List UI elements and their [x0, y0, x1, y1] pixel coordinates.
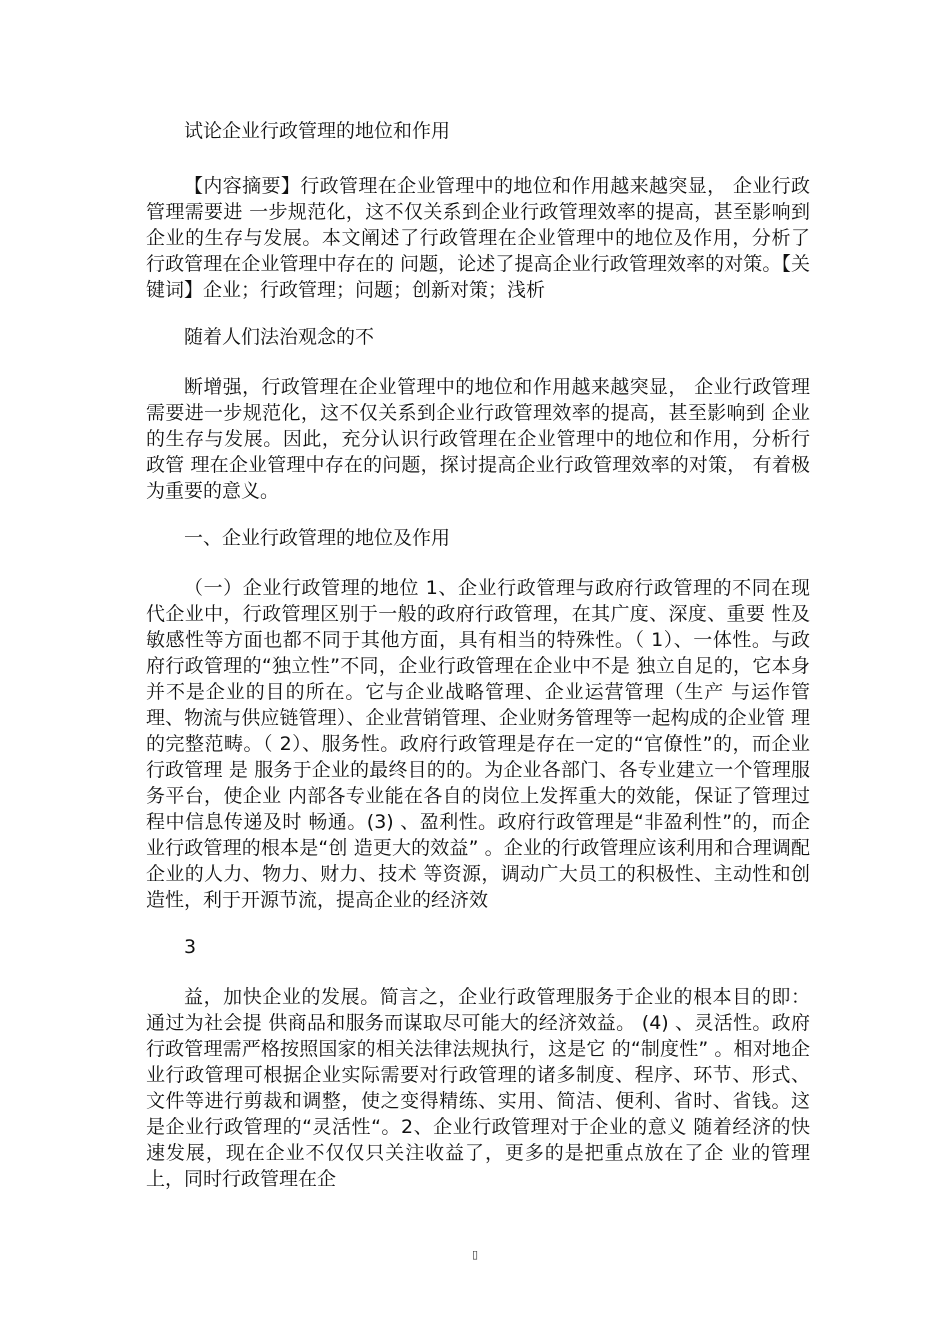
body-paragraph: （一）企业行政管理的地位 1、企业行政管理与政府行政管理的不同在现代企业中，行政管理区别于一般的政府行政管理，在其广度、深度、重要 性及敏感性等方面也都不同于其他方面，具有相当的特殊性。（ 1）、一体性。与政府行政管理的“独立性”不同，企业行政管理在企业中不是 独立自足的，它本身并不是企业的目的所在。它与企业战略管理、企业运营管理（生产 与运作管理、物流与供应链管理）、企业营销管理、企业财务管理等一起构成的企业管 理的完整范畴。（ 2）、服务性。政府行政管理是存在一定的“官僚性”的，而企业行政管理 是 服务于企业的最终目的的。为企业各部门、各专业建立一个管理服务平台，使企业 内部各专业能在各自的岗位上发挥重大的效能，保证了管理过程中信息传递及时 畅通。(3) 、盈利性。政府行政管理是“非盈利性”的，而企业行政管理的根本是“创 造更大的效益” 。企业的行政管理应该利用和合理调配企业的人力、物力、财力、技术 等资源，调动广大员工的积极性、主动性和创造性，利于开源节流，提高企业的经济效 — [146, 577, 810, 911]
page-marker: ▯ — [471, 1248, 479, 1261]
abstract-paragraph: 【内容摘要】行政管理在企业管理中的地位和作用越来越突显， 企业行政管理需要进 一步规范化，这不仅关系到企业行政管理效率的提高，甚至影响到企业的生存与发展。本文阐述了行政管理在企业管理中的地位及作用，分析了行政管理在企业管理中存在的 问题，论述了提高企业行政管理效率的对策。【关键词】企业；行政管理；问题；创新对策；浅析 — [146, 175, 810, 301]
section-heading: 一、企业行政管理的地位及作用 — [184, 527, 451, 549]
document-title: 试论企业行政管理的地位和作用 — [184, 120, 451, 142]
stray-number: 3 — [184, 936, 197, 958]
body-paragraph-continued: 益，加快企业的发展。简言之，企业行政管理服务于企业的根本目的即：通过为社会提 供商品和服务而谋取尽可能大的经济效益。 (4) 、灵活性。政府行政管理需严格按照国家的相关法律法规执行，这是它 的“制度性” 。相对地企业行政管理可根据企业实际需要对行政管理的诸多制度、程序、环节、形式、文件等进行剪裁和调整，使之变得精练、实用、简洁、便利、省时、省钱。这是企业行政管理的“灵活性“。2、企业行政管理对于企业的意义 随着经济的快速发展，现在企业不仅仅只关注收益了，更多的是把重点放在了企 业的管理上，同时行政管理在企 — [146, 986, 810, 1190]
document-body — [146, 118, 810, 1213]
intro-paragraph: 断增强，行政管理在企业管理中的地位和作用越来越突显， 企业行政管理需要进一步规范化，这不仅关系到企业行政管理效率的提高，甚至影响到 企业的生存与发展。因此，充分认识行政管理在企业管理中的地位和作用，分析行政管 理在企业管理中存在的问题，探讨提高企业行政管理效率的对策， 有着极为重要的意义。 — [146, 376, 810, 502]
intro-fragment: 随着人们法治观念的不 — [184, 326, 375, 348]
